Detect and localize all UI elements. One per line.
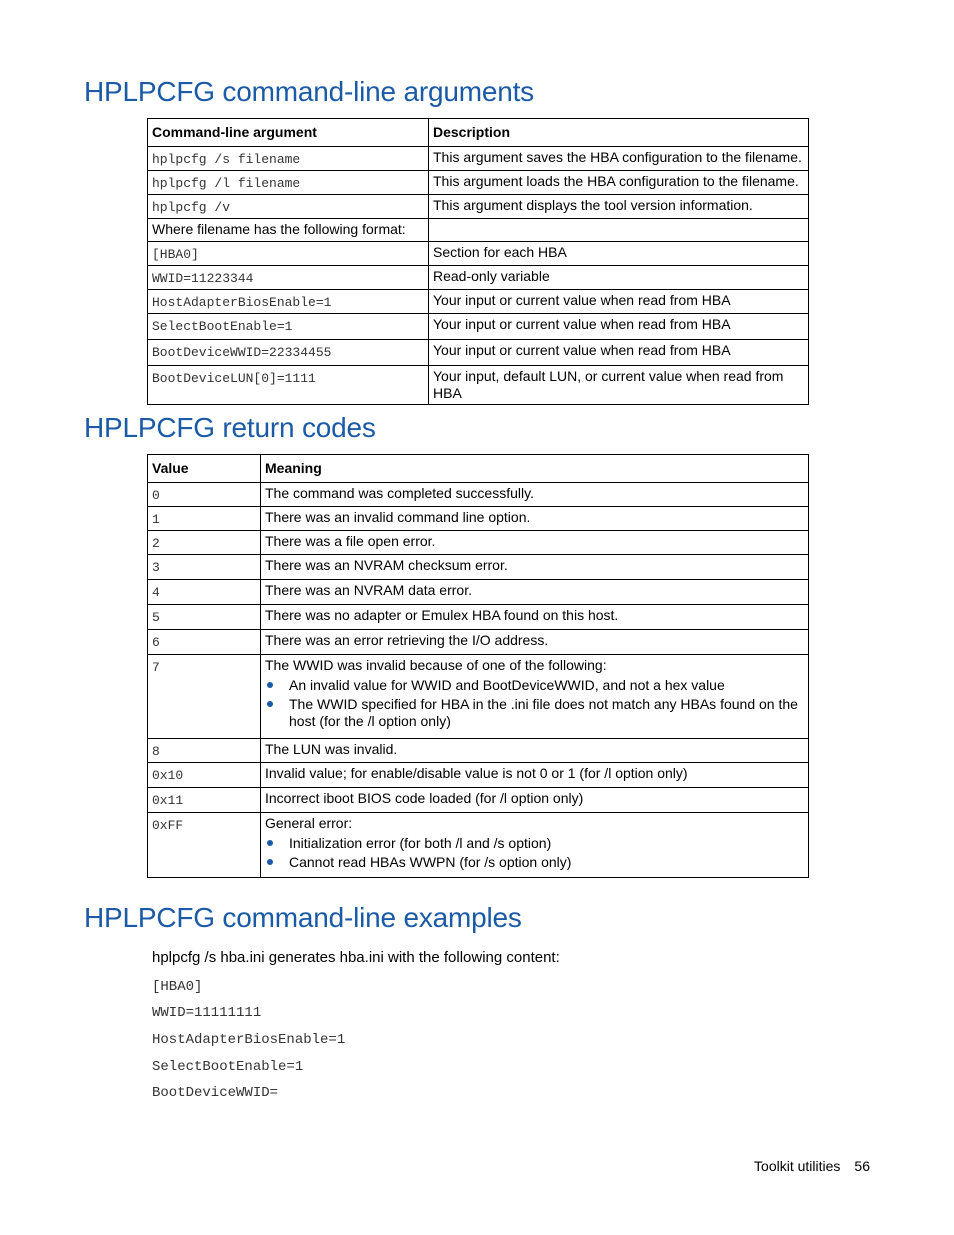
meaning-text: There was a file open error. bbox=[265, 533, 436, 549]
meaning-text: The command was completed successfully. bbox=[265, 485, 534, 501]
description-cell: Your input or current value when read from HBA bbox=[429, 340, 809, 366]
code-line: BootDeviceWWID= bbox=[152, 1085, 279, 1101]
argument-cell: [HBA0] bbox=[148, 242, 429, 266]
meaning-cell bbox=[261, 605, 809, 630]
value-cell: 1 bbox=[148, 507, 261, 531]
meaning-text: There was an NVRAM data error. bbox=[265, 582, 472, 598]
table-row bbox=[148, 290, 809, 314]
table-row bbox=[148, 314, 809, 340]
bullet-item bbox=[265, 835, 804, 852]
column-header: Description bbox=[429, 119, 809, 147]
value-cell: 3 bbox=[148, 555, 261, 580]
table-row bbox=[148, 147, 809, 171]
argument-cell: BootDeviceWWID=22334455 bbox=[148, 340, 429, 366]
table-header-row bbox=[148, 119, 809, 147]
bullet-list bbox=[265, 835, 804, 871]
meaning-text: Incorrect iboot BIOS code loaded (for /l option only) bbox=[265, 790, 584, 806]
column-header: Meaning bbox=[261, 455, 809, 483]
value-cell: 0x10 bbox=[148, 763, 261, 788]
section-title-examples: HPLPCFG command-line examples bbox=[84, 902, 522, 933]
table-row bbox=[148, 555, 809, 580]
description-cell: Read-only variable bbox=[429, 266, 809, 290]
table-row bbox=[148, 366, 809, 405]
meaning-cell bbox=[261, 763, 809, 788]
meaning-cell bbox=[261, 630, 809, 655]
table-row bbox=[148, 788, 809, 813]
description-cell: This argument displays the tool version information. bbox=[429, 195, 809, 219]
value-cell: 6 bbox=[148, 630, 261, 655]
code-line: WWID=11111111 bbox=[152, 1005, 262, 1021]
table-row bbox=[148, 763, 809, 788]
bullet-item bbox=[265, 677, 804, 694]
meaning-text: There was an invalid command line option. bbox=[265, 509, 531, 525]
bullet-item bbox=[265, 696, 804, 730]
bullet-text: Cannot read HBAs WWPN (for /s option only) bbox=[289, 854, 572, 870]
description-cell: This argument saves the HBA configuration to the filename. bbox=[429, 147, 809, 171]
value-cell: 0x11 bbox=[148, 788, 261, 813]
code-line: SelectBootEnable=1 bbox=[152, 1059, 304, 1075]
argument-cell: HostAdapterBiosEnable=1 bbox=[148, 290, 429, 314]
value-cell: 8 bbox=[148, 739, 261, 763]
value-cell: 0xFF bbox=[148, 813, 261, 878]
meaning-text: There was an error retrieving the I/O address. bbox=[265, 632, 549, 648]
table-row bbox=[148, 483, 809, 507]
description-cell: Your input, default LUN, or current value when read from HBA bbox=[429, 366, 809, 405]
argument-cell: WWID=11223344 bbox=[148, 266, 429, 290]
table-row bbox=[148, 739, 809, 763]
table-row bbox=[148, 813, 809, 878]
meaning-text: General error: bbox=[265, 815, 353, 831]
column-header: Value bbox=[148, 455, 261, 483]
bullet-text: An invalid value for WWID and BootDeviceWWID, and not a hex value bbox=[289, 677, 725, 693]
code-line: [HBA0] bbox=[152, 979, 203, 995]
bullet-icon bbox=[267, 701, 273, 707]
footer-section: Toolkit utilities bbox=[754, 1158, 841, 1174]
meaning-cell bbox=[261, 507, 809, 531]
argument-cell: hplpcfg /v bbox=[148, 195, 429, 219]
meaning-text: The LUN was invalid. bbox=[265, 741, 398, 757]
description-cell: Your input or current value when read from HBA bbox=[429, 314, 809, 340]
column-header: Command-line argument bbox=[148, 119, 429, 147]
bullet-icon bbox=[267, 840, 273, 846]
code-line: HostAdapterBiosEnable=1 bbox=[152, 1032, 346, 1048]
description-cell: Your input or current value when read from HBA bbox=[429, 290, 809, 314]
value-cell: 0 bbox=[148, 483, 261, 507]
meaning-cell bbox=[261, 531, 809, 555]
meaning-cell bbox=[261, 788, 809, 813]
argument-cell: SelectBootEnable=1 bbox=[148, 314, 429, 340]
bullet-icon bbox=[267, 859, 273, 865]
table-row bbox=[148, 531, 809, 555]
return-codes-table bbox=[147, 454, 809, 878]
meaning-cell bbox=[261, 813, 809, 878]
arguments-table bbox=[147, 118, 809, 405]
meaning-cell bbox=[261, 655, 809, 739]
value-cell: 5 bbox=[148, 605, 261, 630]
description-cell: This argument loads the HBA configuration to the filename. bbox=[429, 171, 809, 195]
meaning-cell bbox=[261, 555, 809, 580]
argument-cell: hplpcfg /s filename bbox=[148, 147, 429, 171]
table-row bbox=[148, 340, 809, 366]
page-number: 56 bbox=[854, 1158, 870, 1174]
bullet-icon bbox=[267, 682, 273, 688]
table-row bbox=[148, 242, 809, 266]
bullet-item bbox=[265, 854, 804, 871]
meaning-cell bbox=[261, 739, 809, 763]
table-row bbox=[148, 507, 809, 531]
value-cell: 7 bbox=[148, 655, 261, 739]
page-footer bbox=[754, 1158, 870, 1174]
table-row bbox=[148, 171, 809, 195]
value-cell: 4 bbox=[148, 580, 261, 605]
meaning-text: There was no adapter or Emulex HBA found on this host. bbox=[265, 607, 619, 623]
argument-cell: BootDeviceLUN[0]=1111 bbox=[148, 366, 429, 405]
table-row bbox=[148, 605, 809, 630]
table-row bbox=[148, 630, 809, 655]
table-header-row bbox=[148, 455, 809, 483]
description-cell bbox=[429, 219, 809, 242]
table-row bbox=[148, 195, 809, 219]
table-row bbox=[148, 219, 809, 242]
argument-cell: Where filename has the following format: bbox=[148, 219, 429, 242]
meaning-text: The WWID was invalid because of one of the following: bbox=[265, 657, 607, 673]
section-title-arguments: HPLPCFG command-line arguments bbox=[84, 76, 534, 107]
meaning-cell bbox=[261, 580, 809, 605]
argument-cell: hplpcfg /l filename bbox=[148, 171, 429, 195]
bullet-text: The WWID specified for HBA in the .ini file does not match any HBAs found on the host (for the /l option only) bbox=[289, 696, 798, 729]
description-cell: Section for each HBA bbox=[429, 242, 809, 266]
section-title-return-codes: HPLPCFG return codes bbox=[84, 412, 376, 443]
bullet-list bbox=[265, 677, 804, 730]
examples-intro: hplpcfg /s hba.ini generates hba.ini with the following content: bbox=[152, 949, 560, 966]
meaning-text: There was an NVRAM checksum error. bbox=[265, 557, 508, 573]
meaning-cell bbox=[261, 483, 809, 507]
value-cell: 2 bbox=[148, 531, 261, 555]
meaning-text: Invalid value; for enable/disable value is not 0 or 1 (for /l option only) bbox=[265, 765, 688, 781]
bullet-text: Initialization error (for both /l and /s option) bbox=[289, 835, 552, 851]
table-row bbox=[148, 580, 809, 605]
table-row bbox=[148, 266, 809, 290]
table-row bbox=[148, 655, 809, 739]
